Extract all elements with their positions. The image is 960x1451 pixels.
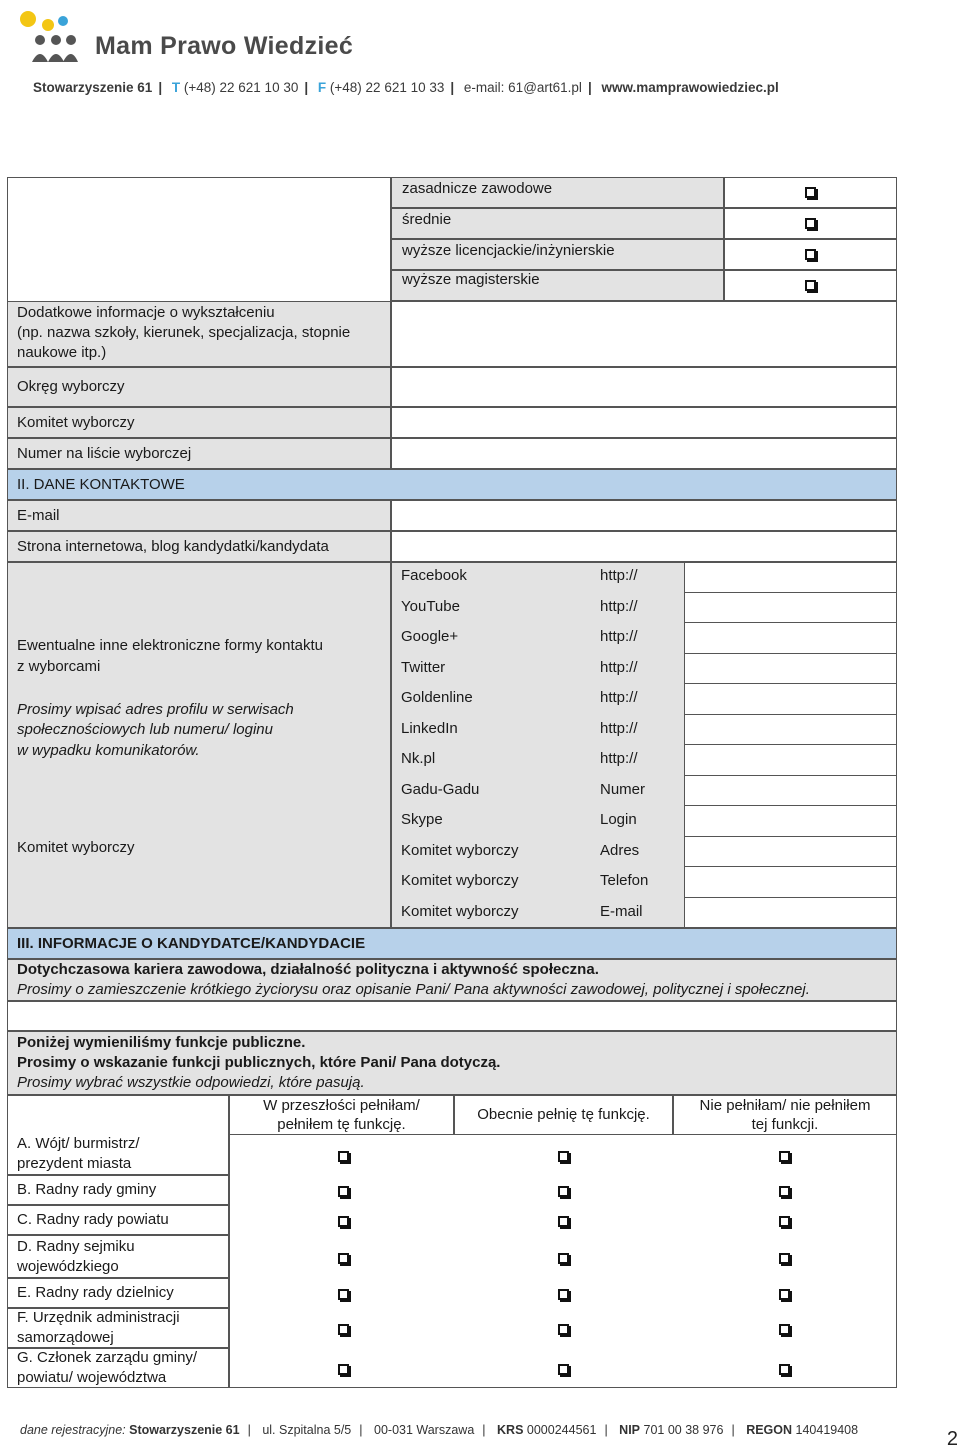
career-input[interactable] — [7, 1001, 897, 1031]
list-number-label-cell: Numer na liście wyborczej — [7, 438, 391, 469]
contact-prefix-label: http:// — [600, 567, 638, 584]
contact-service-label: Facebook — [401, 567, 467, 584]
registration-footer: dane rejestracyjne: Stowarzyszenie 61 | ul. Szpitalna 5/5 | 00-031 Warszawa | KRS 0000244561 | NIP 701 00 38 976 | REGON 140419408 — [20, 1423, 859, 1437]
header-www[interactable]: www.mamprawowiedziec.pl — [601, 80, 779, 95]
header-phone: (+48) 22 621 10 30 — [183, 80, 299, 95]
contact-prefix-label: http:// — [600, 750, 638, 767]
function-row-label: F. Urzędnik administracji samorządowej — [7, 1308, 229, 1348]
page-number: 2 — [946, 1428, 958, 1450]
function-row-label: B. Radny rady gminy — [7, 1175, 229, 1205]
checkbox-icon[interactable] — [805, 249, 816, 260]
website-input[interactable] — [391, 531, 897, 562]
function-row-label: A. Wójt/ burmistrz/ prezydent miasta — [7, 1135, 229, 1175]
function-row-label: C. Radny rady powiatu — [7, 1205, 229, 1235]
function-row-label: E. Radny rady dzielnicy — [7, 1278, 229, 1308]
contact-prefix-label: http:// — [600, 628, 638, 645]
contact-service-label: Komitet wyborczy — [401, 841, 519, 859]
education-left-blank — [7, 177, 391, 301]
checkbox-icon[interactable] — [805, 218, 816, 229]
education-checkbox-cell[interactable] — [724, 177, 897, 208]
contact-service-label: Google+ — [401, 628, 459, 645]
function-row-label: G. Członek zarządu gminy/ powiatu/ województwa — [7, 1348, 229, 1388]
contact-service-label: Komitet wyborczy — [401, 872, 519, 889]
contact-prefix-label: Numer — [600, 780, 646, 798]
contact-prefix-label: http:// — [600, 597, 638, 615]
education-checkbox-cell[interactable] — [724, 270, 897, 301]
district-input[interactable] — [391, 367, 897, 407]
functions-grid-frame — [229, 1135, 897, 1388]
edu-info-input[interactable] — [391, 301, 897, 367]
education-checkbox-cell[interactable] — [724, 208, 897, 239]
header-org: Stowarzyszenie 61 — [33, 80, 153, 95]
header-email[interactable]: e-mail: 61@art61.pl — [463, 80, 582, 95]
functions-header-cell: Poniżej wymieniliśmy funkcje publiczne. Prosimy o wskazanie funkcji publicznych, które Pani/ Pana dotyczą. Prosimy wybrać wszystkie odpowiedzi, które pasują. — [7, 1031, 897, 1095]
section-3-header: III. INFORMACJE O KANDYDATCE/KANDYDACIE — [7, 928, 897, 959]
col-header-now: Obecnie pełnię tę funkcję. — [454, 1095, 673, 1135]
education-checkbox-cell[interactable] — [724, 239, 897, 270]
contact-service-label: Goldenline — [401, 689, 473, 706]
education-option: zasadnicze zawodowe — [391, 177, 724, 208]
other-contacts-label-cell: Ewentualne inne elektroniczne formy kontaktu z wyborcami Prosimy wpisać adres profilu w serwisach społecznościowych lub numeru/ loginu w wypadku komunikatorów. Komitet wyborczy — [7, 562, 391, 928]
email-label-cell: E-mail — [7, 500, 391, 531]
col-header-never: Nie pełniłam/ nie pełniłem tej funkcji. — [673, 1095, 897, 1135]
edu-info-label-cell: Dodatkowe informacje o wykształceniu (np. nazwa szkoły, kierunek, specjalizacja, stopnie naukowe itp.) — [7, 301, 391, 367]
brand-name: Mam Prawo Wiedzieć — [95, 32, 354, 60]
contact-prefix-label: http:// — [600, 689, 638, 706]
function-row-label: D. Radny sejmiku wojewódzkiego — [7, 1235, 229, 1278]
contact-prefix-label: Telefon — [600, 872, 649, 889]
header-contact-line: Stowarzyszenie 61 | T (+48) 22 621 10 30 | F (+48) 22 621 10 33 | e-mail: 61@art61.pl | www.mamprawowiedziec.pl — [33, 80, 779, 95]
district-label-cell: Okręg wyborczy — [7, 367, 391, 407]
education-option: wyższe magisterskie — [391, 270, 724, 301]
contact-service-label: Skype — [401, 811, 443, 828]
committee-label-cell: Komitet wyborczy — [7, 407, 391, 438]
section-2-header: II. DANE KONTAKTOWE — [7, 469, 897, 500]
contact-prefix-label: Login — [600, 811, 637, 828]
col-header-past: W przeszłości pełniłam/ pełniłem tę funkcję. — [229, 1095, 454, 1135]
email-input[interactable] — [391, 500, 897, 531]
list-number-input[interactable] — [391, 438, 897, 469]
contact-prefix-label: http:// — [600, 719, 638, 737]
education-option: średnie — [391, 208, 724, 239]
contact-prefix-label: E-mail — [600, 902, 643, 920]
header-fax: (+48) 22 621 10 33 — [329, 80, 445, 95]
contact-service-label: YouTube — [401, 597, 460, 615]
contact-service-label: Twitter — [401, 658, 446, 676]
education-option: wyższe licencjackie/inżynierskie — [391, 239, 724, 270]
committee-input[interactable] — [391, 407, 897, 438]
checkbox-icon[interactable] — [805, 280, 816, 291]
contact-service-label: Nk.pl — [401, 750, 436, 767]
people-logo-icon — [18, 10, 78, 66]
contact-block-frame — [391, 562, 897, 928]
contact-service-label: Komitet wyborczy — [401, 902, 519, 920]
contact-service-label: Gadu-Gadu — [401, 780, 480, 798]
website-label-cell: Strona internetowa, blog kandydatki/kandydata — [7, 531, 391, 562]
functions-corner-cell — [7, 1095, 229, 1135]
contact-service-label: LinkedIn — [401, 719, 458, 737]
checkbox-icon[interactable] — [805, 187, 816, 198]
contact-prefix-label: http:// — [600, 658, 638, 676]
contact-prefix-label: Adres — [600, 841, 640, 859]
career-header-cell: Dotychczasowa kariera zawodowa, działalność polityczna i aktywność społeczna. Prosimy o zamieszczenie krótkiego życiorysu oraz opisanie Pani/ Pana aktywności zawodowej, politycznej i społecznej. — [7, 959, 897, 1001]
